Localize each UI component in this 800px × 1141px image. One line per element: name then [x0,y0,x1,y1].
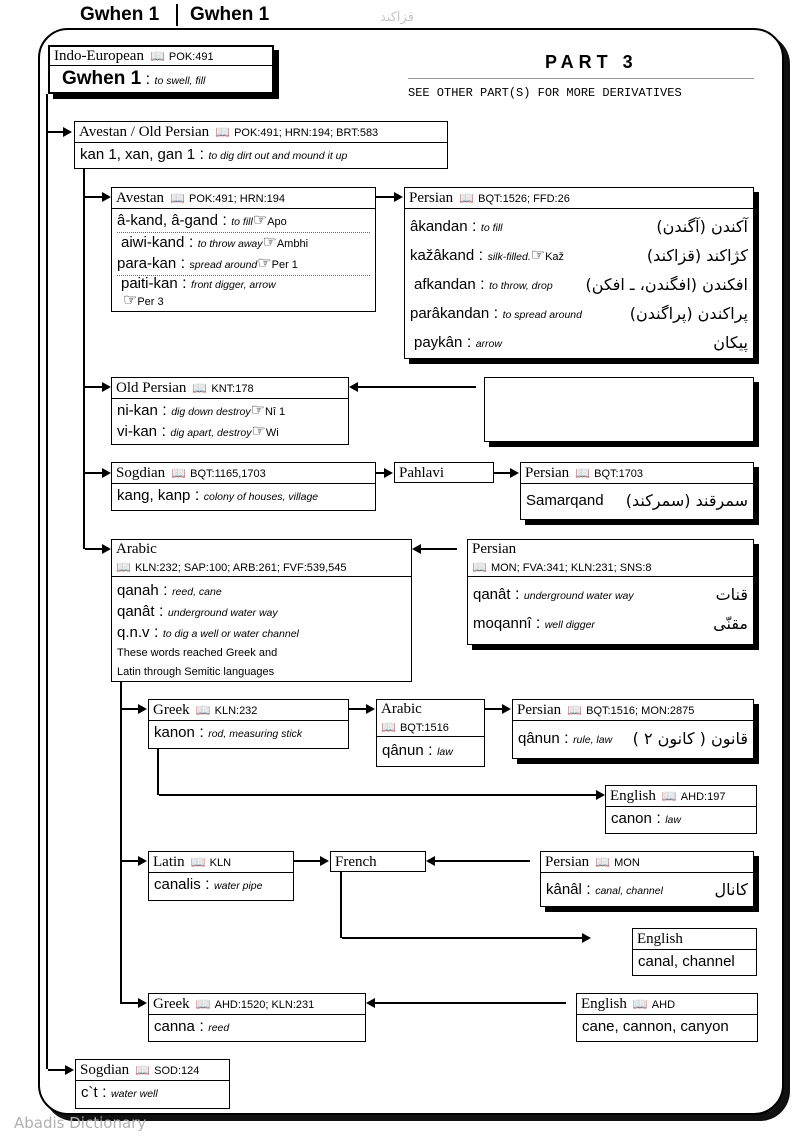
list-item: âkandan : to fill آکندن (آگندن) [410,213,748,242]
avestan-word: para-kan [117,255,177,272]
arrow-sogdian1 [102,468,111,478]
avestan-xref: Per 1 [271,259,298,271]
part-rule [408,78,754,79]
book-icon: 📖 [661,789,677,803]
persian1-gloss: to spread around [502,309,582,321]
greek1-word: kanon [154,724,195,741]
arabic1-gloss: underground water way [167,607,278,619]
arrow-oldpersian [102,382,111,392]
persian1-gloss: silk-filled. [487,251,531,263]
connector-sogdian2 [48,1069,65,1071]
sogdian1-gloss: colony of houses, village [203,491,319,503]
english1-lang: English [610,788,656,804]
oldpersian-word: ni-kan [117,402,158,419]
list-item: moqannî : well digger مقنّی [473,610,748,639]
list-item: para-kan : spread around☞Per 1 [117,254,370,276]
persian4-lang: Persian [517,702,562,718]
persian1-word: parâkandan [410,305,490,322]
arrow-persian4 [502,704,511,714]
book-icon: 📖 [135,1063,151,1077]
arrow-arabic1 [102,544,111,554]
connector-greek1-down [157,749,159,795]
greek1-box: Greek 📖 KLN:232 kanon : rod, measuring stick [148,699,349,749]
sogdian2-ref: SOD:124 [154,1065,200,1077]
sogdian1-word: kang, kanp [117,487,191,504]
persian3-gloss: underground water way [523,590,634,602]
persian1-word: kažâkand [410,247,475,264]
latin-gloss: water pipe [214,880,263,892]
persian3-word: qanât [473,586,511,603]
persian4-gloss: rule, law [573,734,613,746]
persian1-script: پراکندن (پراگندن) [629,304,748,323]
oldpersian-box [111,377,349,445]
french-box [330,851,426,872]
pointing-hand-icon: ☞ [250,402,265,419]
pointing-hand-icon: ☞ [252,212,268,229]
list-item: aiwi-kand : to throw away☞Ambhi [121,234,309,251]
arrow-latin [138,856,147,866]
connector-persian2 [494,472,510,474]
sogdian2-word: c`t [81,1084,98,1101]
avestan-ref: POK:491; HRN:194 [189,193,285,205]
avestan-word: â-kand, â-gand [117,212,218,229]
connector-greek2 [122,1002,138,1004]
arabic1-word: qanah [117,582,159,599]
connector-english3 [375,1002,566,1004]
avop-ref: POK:491; HRN:194; BRT:583 [234,127,379,139]
oldpersian-lang: Old Persian [116,380,187,396]
persian1-word: afkandan [414,276,476,293]
english3-word: cane, cannon, canyon [582,1018,729,1035]
english1-gloss: law [665,814,681,826]
main-trunk [46,94,48,1069]
persian5-ref: MON [614,857,640,869]
oldpersian-xref: Wi [265,427,279,439]
list-item: â-kand, â-gand : to fill☞Apo [117,211,370,233]
persian3-word: moqannî [473,615,532,632]
persian3-box [467,539,754,645]
connector-english1 [159,794,596,796]
list-item: parâkandan : to spread around پراکندن (پراگندن) [410,300,748,329]
persian4-box: Persian 📖 BQT:1516; MON:2875 qânun : rule, law قانون ( کانون ۲ ) [512,699,754,759]
connector-latin [122,860,138,862]
persian1-gloss: to throw, drop [489,280,553,292]
sogdian1-lang: Sogdian [116,465,166,481]
greek1-lang: Greek [153,702,190,718]
arabic1-gloss: reed, cane [172,586,222,598]
book-icon: 📖 [190,855,206,869]
persian1-lang: Persian [409,190,454,206]
book-icon: 📖 [195,703,211,717]
french-lang: French [335,854,377,870]
arabic1-ref: KLN:232; SAP:100; ARB:261; FVF:539,545 [134,562,347,574]
connector-avop [48,131,63,133]
english2-word: canal, channel [638,953,735,970]
trunk-avop [83,169,85,549]
persian4-word: qânun [518,730,560,747]
avop-lang: Avestan / Old Persian [79,124,210,140]
english2-lang: English [637,931,683,947]
book-icon: 📖 [472,560,487,574]
persian3-ref: MON; FVA:341; KLN:231; SNS:8 [490,562,652,574]
avestan-xref: Ambhi [276,238,309,250]
book-icon: 📖 [459,191,475,205]
arrow-avestan [102,192,111,202]
watermark-top: قزاکند [380,10,414,25]
arabic2-word: qânun [382,742,424,759]
list-item [117,293,370,310]
root-word: Gwhen 1 [62,68,142,89]
list-item: ni-kan : dig down destroy☞Nî 1 [117,402,286,419]
arabic1-box [111,539,412,682]
arrow-arabic1-in [412,544,421,554]
list-item: paykân : arrow پیکان [410,329,748,358]
connector-arabic2 [349,708,366,710]
persian2-word: Samarqand [526,492,604,509]
arrow-greek1 [138,704,147,714]
pahlavi-box [394,462,494,483]
list-item: paiti-kan : front digger, arrow [121,275,276,292]
book-icon: 📖 [195,997,211,1011]
latin-lang: Latin [153,854,185,870]
arrow-avop [63,127,72,137]
persian1-script: افکندن (افگندن، ـ افکن) [585,275,748,294]
pointing-hand-icon: ☞ [530,247,546,264]
book-icon: 📖 [381,720,396,734]
book-icon: 📖 [575,466,591,480]
latin-box: Latin 📖 KLN canalis : water pipe [148,851,294,901]
persian3-gloss: well digger [544,619,595,631]
arabic1-note-2: Latin through Semitic languages [117,666,275,678]
avestan-box [111,187,376,312]
part-title: PART 3 [545,52,638,72]
oldpersian-word: vi-kan [117,423,158,440]
greek2-ref: AHD:1520; KLN:231 [214,999,315,1011]
arrow-pahlavi [384,468,393,478]
persian2-lang: Persian [525,465,570,481]
arabic2-ref: BQT:1516 [399,722,449,734]
pahlavi-lang: Pahlavi [399,465,444,481]
persian3-script: مقنّی [713,614,748,633]
connector-sogdian1 [85,472,102,474]
persian5-script: کانال [714,880,748,899]
part-note: SEE OTHER PART(S) FOR MORE DERIVATIVES [408,86,682,100]
persian1-script: کژاکند (قزاکند) [646,246,748,265]
persian2-ref: BQT:1703 [594,468,644,480]
persian1-ref: BQT:1526; FFD:26 [478,193,570,205]
connector-persian3 [421,548,457,550]
connector-french [294,860,320,862]
book-icon: 📖 [171,466,187,480]
persian5-box: Persian 📖 MON kânâl : canal, channel کانال [540,851,754,907]
book-icon: 📖 [149,49,165,63]
connector-persian1 [376,196,394,198]
avop-box: Avestan / Old Persian 📖 POK:491; HRN:194; BRT:583 kan 1, xan, gan 1 : to dig dirt out and mound it up [74,121,448,169]
pointing-hand-icon: ☞ [257,255,272,272]
list-item: vi-kan : dig apart, destroy☞Wi [117,423,279,440]
persian2-box [520,462,754,520]
arabic1-word: qanât [117,603,155,620]
arabic1-word: q.n.v [117,624,150,641]
english3-ref: AHD [651,999,676,1011]
greek2-word: canna [154,1018,195,1035]
connector-oldpersian [85,386,102,388]
persian1-box [404,187,754,359]
persian1-script: پیکان [713,333,748,352]
connector-persian5 [435,860,530,862]
persian1-word: paykân [414,334,463,351]
avop-word: kan 1, xan, gan 1 [80,146,196,163]
english1-box: English 📖 AHD:197 canon : law [605,785,757,834]
root-box: Indo-European 📖 POK:491 Gwhen 1 : to swell, fill [48,45,274,94]
root-ref: POK:491 [168,51,214,63]
persian1-gloss: to fill [480,222,503,234]
arrow-english1 [596,790,605,800]
persian2-script: سمرقند (سمرکند) [625,491,748,510]
empty-box [484,377,754,442]
avestan-xref: Per 3 [137,296,164,308]
arrow-greek2-in [366,998,375,1008]
persian3-lang: Persian [472,541,517,557]
book-icon: 📖 [170,191,185,205]
watermark-bottom: Abadis Dictionary [14,1114,147,1132]
latin-ref: KLN [209,857,232,869]
list-item: kažâkand : silk-filled.☞Kaž کژاکند (قزاکند) [410,242,748,271]
oldpersian-gloss: dig apart, destroy [170,427,252,439]
connector-greek1 [122,708,138,710]
root-lang: Indo-European [54,48,144,64]
arabic1-lang: Arabic [116,541,157,557]
english1-word: canon [611,810,652,827]
persian4-ref: BQT:1516; MON:2875 [586,705,695,717]
persian1-gloss: arrow [475,338,502,350]
arabic1-gloss: to dig a well or water channel [162,628,299,640]
arrow-english2 [582,933,591,943]
avestan-gloss: to throw away [197,238,263,250]
book-icon: 📖 [215,125,231,139]
pointing-hand-icon: ☞ [262,234,277,251]
arrow-french-in [426,856,435,866]
arrow-persian1 [394,192,403,202]
latin-word: canalis [154,876,201,893]
arrow-persian2 [510,468,519,478]
greek2-gloss: reed [208,1022,230,1034]
oldpersian-xref: Nî 1 [264,406,286,418]
persian5-lang: Persian [545,854,590,870]
english3-box [576,993,758,1042]
arrow-oldpersian-in [349,382,358,392]
sogdian2-box: Sogdian 📖 SOD:124 c`t : water well [75,1059,230,1109]
book-icon: 📖 [595,855,611,869]
root-gloss: to swell, fill [154,75,206,87]
arrow-sogdian2 [65,1065,74,1075]
avestan-word: paiti-kan [121,275,178,292]
avestan-gloss: front digger, arrow [191,279,276,291]
trunk-arabic [120,682,122,1004]
greek1-ref: KLN:232 [214,705,258,717]
sogdian2-lang: Sogdian [80,1062,130,1078]
list-item: q.n.v : to dig a well or water channel [117,624,299,641]
avestan-lang: Avestan [116,190,165,206]
greek2-box: Greek 📖 AHD:1520; KLN:231 canna : reed [148,993,366,1042]
book-icon: 📖 [192,381,208,395]
header-divider [176,4,178,26]
connector-arabic1 [85,548,102,550]
book-icon: 📖 [567,703,583,717]
persian1-word: âkandan [410,218,468,235]
arabic2-gloss: law [437,746,453,758]
greek2-lang: Greek [153,996,190,1012]
avop-gloss: to dig dirt out and mound it up [208,150,348,162]
arrow-arabic2 [366,704,375,714]
connector-french-down [340,872,342,938]
avestan-gloss: spread around [189,259,258,271]
oldpersian-gloss: dig down destroy [171,406,251,418]
pointing-hand-icon: ☞ [251,423,266,440]
arabic2-box: Arabic 📖 BQT:1516 qânun : law [376,699,485,767]
connector-avestan [85,196,102,198]
header-title-left: Gwhen 1 [80,4,160,25]
list-item: qanât : underground water way [117,603,278,620]
header-title-right: Gwhen 1 [190,4,270,25]
avestan-gloss: to fill [231,216,253,228]
english3-lang: English [581,996,627,1012]
list-item: qanât : underground water way قنات [473,581,748,610]
sogdian1-ref: BQT:1165,1703 [190,468,266,480]
persian5-word: kânâl [546,881,582,898]
pointing-hand-icon: ☞ [123,292,138,309]
oldpersian-ref: KNT:178 [211,383,254,395]
arrow-french [320,856,329,866]
persian1-script: آکندن (آگندن) [656,217,748,236]
arrow-greek2 [138,998,147,1008]
sogdian1-box: Sogdian 📖 BQT:1165,1703 kang, kanp : colony of houses, village [111,462,376,511]
book-icon: 📖 [116,560,131,574]
greek1-gloss: rod, measuring stick [208,728,303,740]
connector-persian4 [485,708,502,710]
sogdian2-gloss: water well [111,1088,158,1100]
persian3-script: قنات [715,585,748,604]
avestan-xref: Apo [267,216,287,228]
book-icon: 📖 [632,997,648,1011]
arabic1-note-1: These words reached Greek and [117,647,278,659]
avestan-word: aiwi-kand [121,234,185,251]
list-item: qanah : reed, cane [117,582,222,599]
connector-empty [358,386,476,388]
connector-pahlavi [376,472,384,474]
arabic2-lang: Arabic [381,701,422,717]
connector-english2 [342,937,582,939]
persian4-script: قانون ( کانون ۲ ) [632,729,748,748]
english1-ref: AHD:197 [680,791,726,803]
list-item: afkandan : to throw, drop افکندن (افگندن، ـ افکن) [410,271,748,300]
persian5-gloss: canal, channel [595,885,663,897]
english2-box [632,928,757,976]
persian1-xref: Kaž [545,251,565,263]
